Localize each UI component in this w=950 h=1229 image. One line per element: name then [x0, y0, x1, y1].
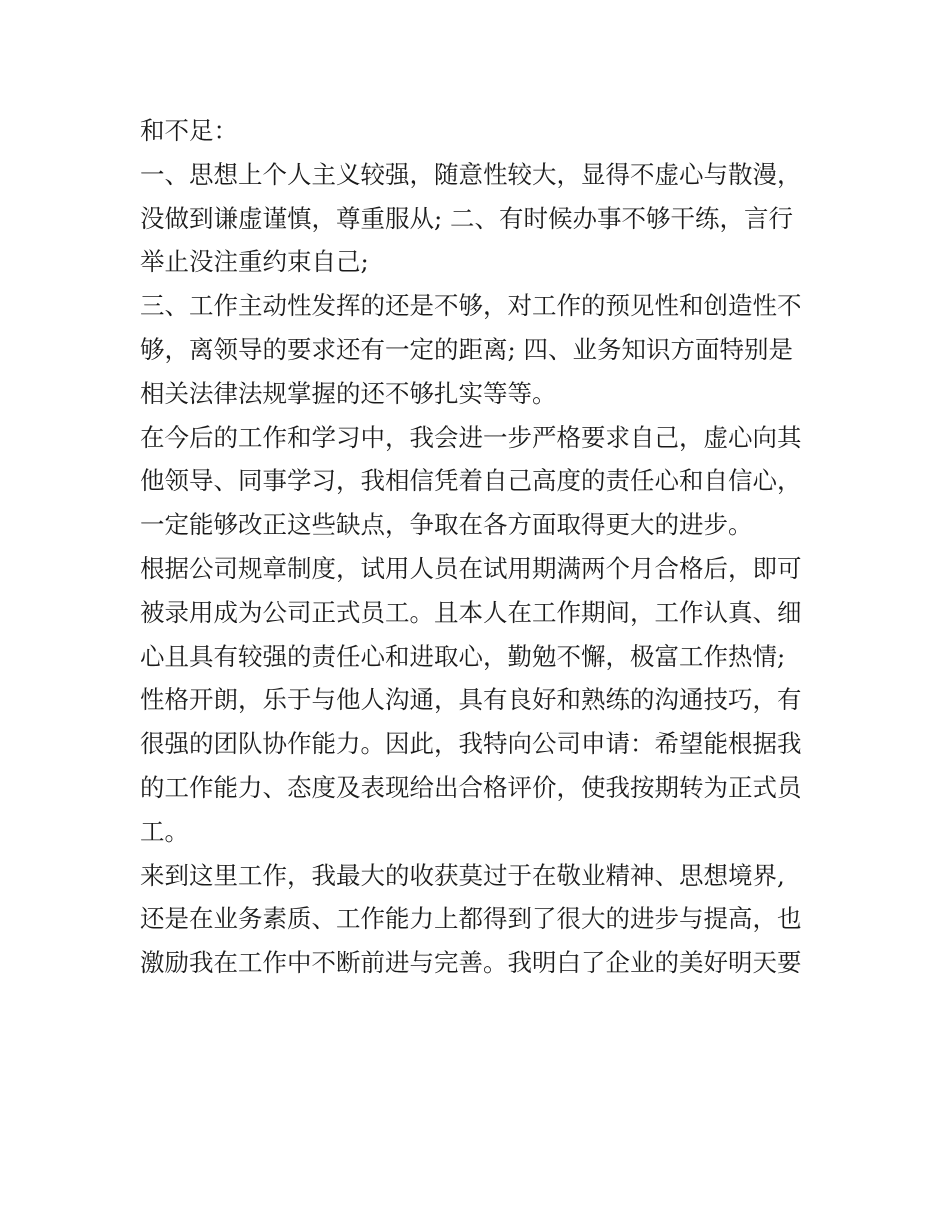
text-line: 还是在业务素质、工作能力上都得到了很大的进步与提高，也 — [140, 904, 802, 934]
text-line: 心且具有较强的责任心和进取心，勤勉不懈，极富工作热情; — [140, 641, 786, 671]
text-line: 一定能够改正这些缺点，争取在各方面取得更大的进步。 — [140, 510, 753, 540]
text-line: 他领导、同事学习，我相信凭着自己高度的责任心和自信心， — [140, 466, 802, 496]
text-line: 根据公司规章制度，试用人员在试用期满两个月合格后，即可 — [140, 553, 802, 583]
text-line: 举止没注重约束自己; — [140, 247, 369, 277]
text-line: 被录用成为公司正式员工。且本人在工作期间，工作认真、细 — [140, 597, 802, 627]
text-line: 三、工作主动性发挥的还是不够，对工作的预见性和创造性不 — [140, 291, 802, 321]
text-line: 和不足： — [140, 116, 238, 145]
text-line: 工。 — [140, 816, 189, 846]
text-line: 激励我在工作中不断前进与完善。我明白了企业的美好明天要 — [140, 948, 802, 978]
text-line: 没做到谦虚谨慎，尊重服从; 二、有时候办事不够干练，言行 — [140, 203, 794, 233]
text-line: 的工作能力、态度及表现给出合格评价，使我按期转为正式员 — [140, 772, 802, 802]
text-line: 相关法律法规掌握的还不够扎实等等。 — [140, 378, 557, 408]
text-line: 够，离领导的要求还有一定的距离; 四、业务知识方面特别是 — [140, 334, 794, 364]
text-line: 一、思想上个人主义较强，随意性较大，显得不虚心与散漫， — [140, 159, 802, 189]
text-line: 来到这里工作，我最大的收获莫过于在敬业精神、思想境界, — [140, 860, 785, 890]
text-line: 在今后的工作和学习中，我会进一步严格要求自己，虚心向其 — [140, 422, 802, 452]
text-line: 性格开朗，乐于与他人沟通，具有良好和熟练的沟通技巧，有 — [140, 685, 802, 715]
document-body — [140, 109, 820, 985]
text-line: 很强的团队协作能力。因此，我特向公司申请：希望能根据我 — [140, 729, 802, 759]
